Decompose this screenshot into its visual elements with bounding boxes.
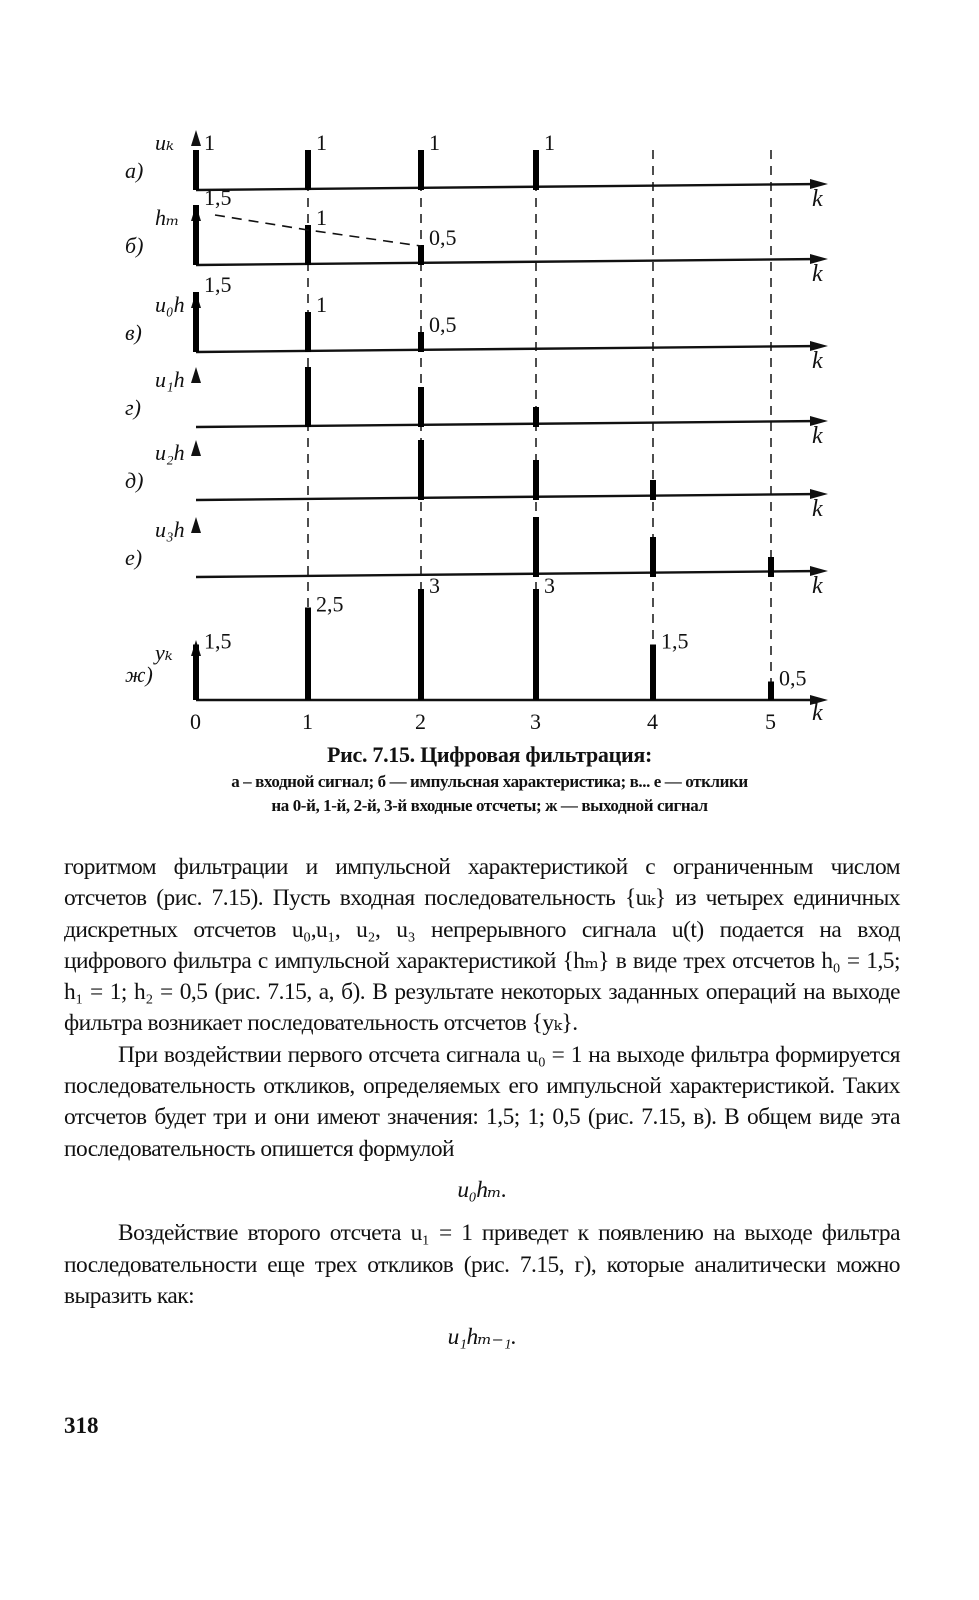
paragraph-2: При воздействии первого отсчета сигнала u₀ = 1 на выходе фильтра формируется последовательность откликов, определяемых его импульсной характеристикой. Таких отсчетов будет три и они имеют значения: 1,5; 1; 0,5 (рис. 7.15, в). В общем виде эта последовательность опишется формулой <box>64 1041 900 1162</box>
tick-label-1: 1 <box>302 709 313 734</box>
y-arrow-5 <box>191 517 201 533</box>
axis-k-label-1: k <box>812 261 823 287</box>
axis-line-1 <box>196 259 822 265</box>
digital-filtering-figure <box>0 0 979 760</box>
y-arrow-4 <box>191 440 201 456</box>
sample-label-1-2: 0,5 <box>429 225 457 250</box>
sample-label-6-2: 3 <box>429 573 440 598</box>
sample-label-0-1: 1 <box>316 130 327 155</box>
body-text <box>64 852 900 1365</box>
tick-label-0: 0 <box>190 709 201 734</box>
sample-label-2-1: 1 <box>316 292 327 317</box>
sample-label-2-2: 0,5 <box>429 312 457 337</box>
sample-label-6-5: 0,5 <box>779 665 807 691</box>
axis-k-label-6: k <box>812 700 823 726</box>
axis-k-label-4: k <box>812 496 823 522</box>
paragraph-3: Воздействие второго отсчета u₁ = 1 приведет к появлению на выходе фильтра последовательности еще трех откликов (рис. 7.15, г), которые аналитически можно выразить как: <box>64 1220 900 1309</box>
tick-label-2: 2 <box>415 709 426 734</box>
sample-label-0-0: 1 <box>204 130 215 155</box>
paragraph-1: горитмом фильтрации и импульсной характеристикой с ограниченным числом отсчетов (рис. 7.15). Пусть входная последовательность {uₖ} из четырех единичных дискретных отсчетов u₀,u₁, u₂, u₃ непрерывного сигнала u(t) подается на вход цифрового фильтра с импульсной характеристикой {hₘ} в виде трех отсчетов h₀ = 1,5; h₁ = 1; h₂ = 0,5 (рис. 7.15, а, б). В результате некоторых заданных операций на выходе фильтра возникает последовательность отсчетов {yₖ}. <box>64 854 900 1037</box>
axis-line-2 <box>196 346 822 352</box>
sample-label-6-0: 1,5 <box>204 628 232 654</box>
sample-label-0-3: 1 <box>544 130 555 155</box>
page-number: 318 <box>64 1413 99 1438</box>
panel-letter-5: е) <box>125 545 143 570</box>
panel-ylabel-2: u₀h <box>155 292 185 317</box>
figure-caption-title: Рис. 7.15. Цифровая фильтрация: <box>327 742 652 767</box>
axis-k-label-2: k <box>812 348 823 374</box>
panel-ylabel-4: u₂h <box>155 440 185 465</box>
sample-label-1-1: 1 <box>316 205 327 230</box>
formula-u1hm-1: u₁hₘ₋₁. <box>447 1324 517 1351</box>
sample-label-2-0: 1,5 <box>204 272 232 297</box>
panel-letter-4: д) <box>125 468 144 493</box>
y-arrow-0 <box>191 130 201 146</box>
panel-letter-1: б) <box>125 233 144 258</box>
panel-ylabel-6: yₖ <box>155 640 173 665</box>
axis-k-label-5: k <box>812 573 823 599</box>
sample-label-1-0: 1,5 <box>204 185 232 210</box>
y-arrow-3 <box>191 367 201 383</box>
figure-caption-line-2: на 0-й, 1-й, 2-й, 3-й входные отсчеты; ж — выходной сигнал <box>271 796 708 815</box>
tick-label-5: 5 <box>765 709 776 734</box>
axis-line-3 <box>196 421 822 427</box>
panel-letter-2: в) <box>125 320 142 345</box>
panel-ylabel-5: u₃h <box>155 517 185 542</box>
sample-label-6-3: 3 <box>544 573 555 598</box>
panel-letter-0: а) <box>125 158 144 183</box>
sample-label-0-2: 1 <box>429 130 440 155</box>
panel-letter-3: г) <box>125 395 141 420</box>
axis-k-label-3: k <box>812 423 823 449</box>
panel-ylabel-3: u₁h <box>155 367 185 392</box>
figure-caption-line-1: а – входной сигнал; б — импульсная характеристика; в... е — отклики <box>231 772 748 791</box>
panel-ylabel-0: uₖ <box>155 130 175 155</box>
tick-label-4: 4 <box>647 709 658 734</box>
axis-line-4 <box>196 494 822 500</box>
formula-u0hm: u₀hₘ. <box>457 1176 507 1203</box>
panel-letter-6: ж) <box>125 662 153 687</box>
panel-ylabel-1: hₘ <box>155 205 180 230</box>
axis-line-5 <box>196 571 822 577</box>
axis-line-0 <box>196 184 822 190</box>
sample-label-6-4: 1,5 <box>661 628 689 654</box>
sample-label-6-1: 2,5 <box>316 591 344 617</box>
tick-label-3: 3 <box>530 709 541 734</box>
axis-k-label-0: k <box>812 186 823 212</box>
